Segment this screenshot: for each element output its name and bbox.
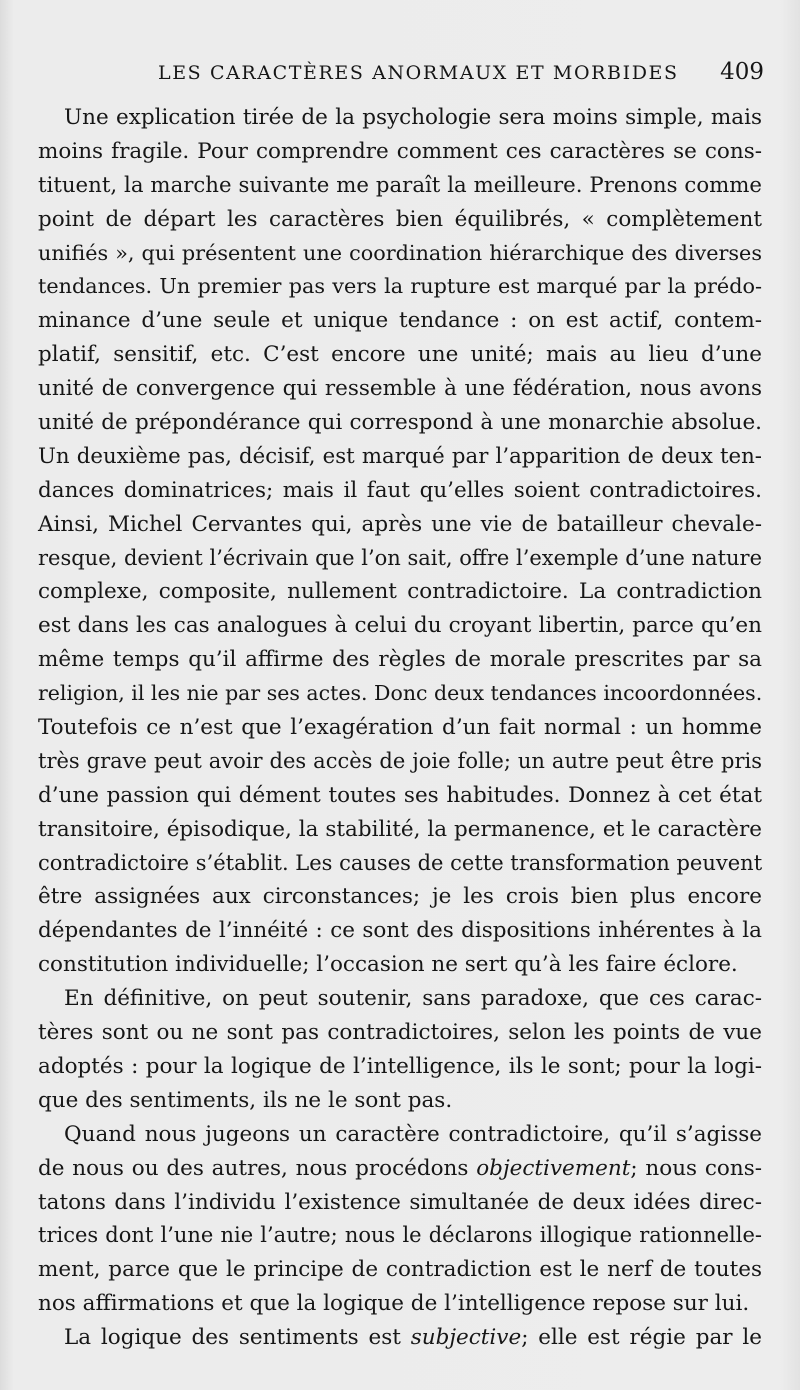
text-line: En définitive, on peut soutenir, sans paradoxe, que ces carac- [64, 986, 762, 1012]
text-line: tatons dans l’individu l’existence simultanée de deux idées direc- [38, 1189, 762, 1215]
emphasized-word: objectivement [476, 1155, 631, 1181]
text-line: même temps qu’il affirme des règles de morale prescrites par sa [38, 647, 762, 673]
text-line: tituent, la marche suivante me paraît la meilleure. Prenons comme [38, 172, 762, 198]
text-line: dances dominatrices; mais il faut qu’elles soient contradictoires. [38, 477, 762, 503]
text-line [38, 1321, 762, 1355]
text-line: unifiés », qui présentent une coordination hiérarchique des diverses [38, 240, 762, 265]
body-text [38, 101, 762, 1355]
text-line: Ainsi, Michel Cervantes qui, après une vie de batailleur chevale- [38, 511, 762, 537]
text-line: trices dont l’une nie l’autre; nous le déclarons illogique rationnelle- [38, 1223, 762, 1248]
text-line: être assignées aux circonstances; je les crois bien plus encore [38, 884, 762, 910]
running-title: LES CARACTÈRES ANORMAUX ET MORBIDES [158, 62, 679, 84]
text-line: moins fragile. Pour comprendre comment ces caractères se cons- [38, 138, 762, 164]
text-line: constitution individuelle; l’occasion ne sert qu’à les faire éclore. [38, 952, 738, 978]
text-segment: La logique des sentiments est [64, 1325, 411, 1351]
text-line: unité de prépondérance qui correspond à une monarchie absolue. [38, 410, 762, 436]
text-line: que des sentiments, ils ne le sont pas. [38, 1087, 453, 1113]
text-line: Un deuxième pas, décisif, est marqué par l’apparition de deux ten- [38, 443, 762, 469]
text-line: Toutefois ce n’est que l’exagération d’un fait normal : un homme [38, 715, 762, 741]
text-line: religion, il les nie par ses actes. Donc deux tendances incoordonnées. [38, 681, 763, 706]
text-line: nos affirmations et que la logique de l’intelligence repose sur lui. [38, 1291, 750, 1317]
emphasized-word: subjective [410, 1325, 522, 1351]
text-line: transitoire, épisodique, la stabilité, la permanence, et le caractère [38, 816, 762, 842]
text-segment: ; nous cons- [630, 1155, 762, 1181]
text-segment: ; elle est régie par le [521, 1325, 762, 1351]
text-line [38, 1152, 762, 1186]
page-number: 409 [720, 59, 764, 85]
text-line: resque, devient l’écrivain que l’on sait, offre l’exemple d’une nature [38, 545, 762, 570]
text-line: est dans les cas analogues à celui du croyant libertin, parce qu’en [38, 613, 762, 639]
text-line: dépendantes de l’innéité : ce sont des dispositions inhérentes à la [38, 918, 762, 944]
text-line: tères sont ou ne sont pas contradictoires, selon les points de vue [38, 1020, 762, 1046]
text-line: ment, parce que le principe de contradiction est le nerf de toutes [38, 1257, 762, 1283]
text-line: tendances. Un premier pas vers la rupture est marqué par la prédo- [38, 274, 762, 299]
text-line: contradictoire s’établit. Les causes de cette transformation peuvent [38, 850, 763, 875]
page-header [40, 59, 764, 92]
text-line: d’une passion qui dément toutes ses habitudes. Donnez à cet état [38, 782, 762, 808]
text-line: unité de convergence qui ressemble à une fédération, nous avons [38, 376, 762, 402]
text-line: adoptés : pour la logique de l’intelligence, ils le sont; pour la logi- [38, 1053, 762, 1079]
text-line: très grave peut avoir des accès de joie folle; un autre peut être pris [38, 748, 762, 773]
text-segment: de nous ou des autres, nous procédons [38, 1155, 477, 1181]
text-line: complexe, composite, nullement contradictoire. La contradiction [38, 579, 762, 605]
text-line: point de départ les caractères bien équilibrés, « complètement [38, 206, 762, 232]
text-line: Quand nous jugeons un caractère contradictoire, qu’il s’agisse [64, 1121, 762, 1147]
text-line: platif, sensitif, etc. C’est encore une unité; mais au lieu d’une [38, 342, 762, 368]
text-line: minance d’une seule et unique tendance : on est actif, contem- [38, 308, 762, 334]
text-line: Une explication tirée de la psychologie sera moins simple, mais [64, 105, 762, 130]
